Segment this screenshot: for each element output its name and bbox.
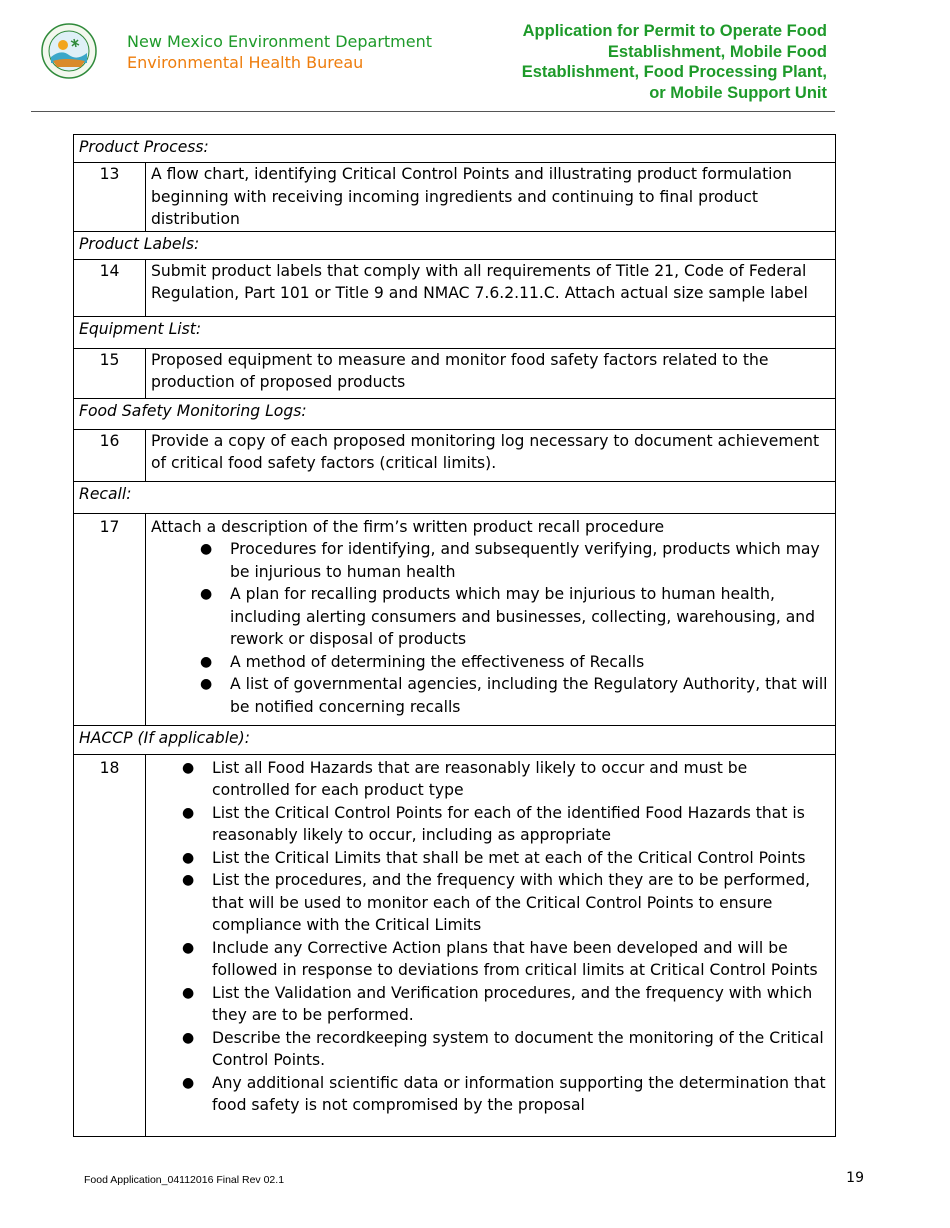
bureau-line: Environmental Health Bureau — [127, 53, 364, 72]
section-header-monitoring-logs — [74, 398, 836, 429]
bullet-icon: ● — [182, 1074, 195, 1091]
list-item-text: Any additional scientific data or information supporting the determination that food safety is not compromised by the proposal — [212, 1073, 826, 1114]
bullet-icon: ● — [200, 653, 213, 670]
item-number: 15 — [74, 348, 146, 398]
recall-bullet-list — [151, 538, 830, 718]
requirement-row-17 — [74, 513, 836, 725]
list-item — [182, 937, 830, 982]
bullet-icon: ● — [182, 984, 195, 1001]
department-name — [127, 31, 432, 73]
bullet-icon: ● — [182, 759, 195, 776]
title-line: Application for Permit to Operate Food — [522, 22, 827, 40]
section-label: Product Process: — [74, 135, 836, 163]
item-intro: Attach a description of the firm’s written product recall procedure — [151, 517, 665, 536]
bullet-icon: ● — [182, 939, 195, 956]
bullet-icon: ● — [200, 676, 213, 692]
list-item — [200, 538, 830, 583]
list-item — [182, 982, 830, 1027]
department-line: New Mexico Environment Department — [127, 32, 433, 51]
item-number: 14 — [74, 259, 146, 316]
item-description: Proposed equipment to measure and monitor food safety factors related to the production of proposed products — [146, 348, 836, 398]
section-label: Equipment List: — [74, 316, 836, 348]
list-item-text: List the procedures, and the frequency with which they are to be performed, that will be used to monitor each of the Critical Control Points to ensure compliance with the Critical Limits — [212, 871, 811, 934]
requirement-row-16 — [74, 429, 836, 481]
haccp-bullet-list — [151, 757, 830, 1117]
page-number: 19 — [846, 1170, 864, 1186]
bullet-icon: ● — [200, 586, 213, 602]
list-item — [182, 802, 830, 847]
item-number: 16 — [74, 429, 146, 481]
list-item-text: Describe the recordkeeping system to document the monitoring of the Critical Control Points. — [212, 1028, 824, 1069]
document-title — [467, 21, 827, 103]
bullet-icon: ● — [182, 804, 195, 821]
list-item-text: List all Food Hazards that are reasonably likely to occur and must be controlled for each product type — [212, 758, 748, 799]
list-item-text: Procedures for identifying, and subsequently verifying, products which may be injurious to human health — [230, 540, 820, 581]
title-line: Establishment, Food Processing Plant, — [521, 63, 827, 82]
bullet-icon: ● — [182, 872, 195, 888]
list-item-text: List the Validation and Verification procedures, and the frequency with which they are to be performed. — [212, 983, 813, 1024]
requirement-row-13 — [74, 163, 836, 232]
item-number: 13 — [74, 163, 146, 232]
list-item-text: List the Critical Control Points for each of the identified Food Hazards that is reasonably likely to occur, including as appropriate — [212, 803, 805, 844]
section-label: Food Safety Monitoring Logs: — [74, 398, 836, 429]
bullet-icon: ● — [182, 849, 195, 866]
list-item-text: Include any Corrective Action plans that have been developed and will be followed in response to deviations from critical limits at Critical Control Points — [212, 938, 818, 979]
list-item-text: A method of determining the effectiveness of Recalls — [230, 652, 645, 671]
item-description — [146, 513, 836, 725]
item-number: 18 — [74, 754, 146, 1136]
section-header-product-labels — [74, 231, 836, 259]
list-item — [200, 673, 830, 718]
page-header — [0, 0, 950, 114]
item-description — [146, 754, 836, 1136]
title-line: Establishment, Mobile Food — [607, 42, 827, 61]
list-item — [182, 757, 830, 802]
section-label: Product Labels: — [74, 231, 836, 259]
item-description: Submit product labels that comply with all requirements of Title 21, Code of Federal Regulation, Part 101 or Title 9 and NMAC 7.6.2.11.C. Attach actual size sample label — [146, 259, 836, 316]
section-header-haccp — [74, 725, 836, 754]
list-item-text: List the Critical Limits that shall be met at each of the Critical Control Points — [212, 848, 806, 867]
requirement-row-14 — [74, 259, 836, 316]
list-item — [182, 1072, 830, 1117]
nm-state-seal-icon — [41, 23, 97, 79]
item-description: Provide a copy of each proposed monitoring log necessary to document achievement of critical food safety factors (critical limits). — [146, 429, 836, 481]
footer-document-id: Food Application_04112016 Final Rev 02.1 — [84, 1174, 285, 1186]
bullet-icon: ● — [200, 541, 213, 557]
list-item-text: A plan for recalling products which may be injurious to human health, including alerting consumers and businesses, collecting, warehousing, and rework or disposal of products — [230, 585, 816, 648]
section-header-recall — [74, 481, 836, 513]
bullet-icon: ● — [182, 1029, 195, 1046]
list-item-text: A list of governmental agencies, including the Regulatory Authority, that will be notified concerning recalls — [230, 675, 828, 716]
list-item — [200, 583, 830, 651]
list-item — [200, 651, 830, 674]
section-header-product-process — [74, 135, 836, 163]
item-description: A flow chart, identifying Critical Control Points and illustrating product formulation beginning with receiving incoming ingredients and continuing to final product distribution — [146, 163, 836, 232]
list-item — [182, 1027, 830, 1072]
section-label: Recall: — [74, 481, 836, 513]
requirement-row-15 — [74, 348, 836, 398]
list-item — [182, 847, 830, 870]
title-line: or Mobile Support Unit — [649, 83, 827, 102]
list-item — [182, 869, 830, 937]
requirement-row-18 — [74, 754, 836, 1136]
application-requirements-table — [73, 134, 836, 1137]
header-divider — [31, 111, 835, 112]
section-header-equipment-list — [74, 316, 836, 348]
section-label: HACCP (If applicable): — [74, 725, 836, 754]
item-number: 17 — [74, 513, 146, 725]
